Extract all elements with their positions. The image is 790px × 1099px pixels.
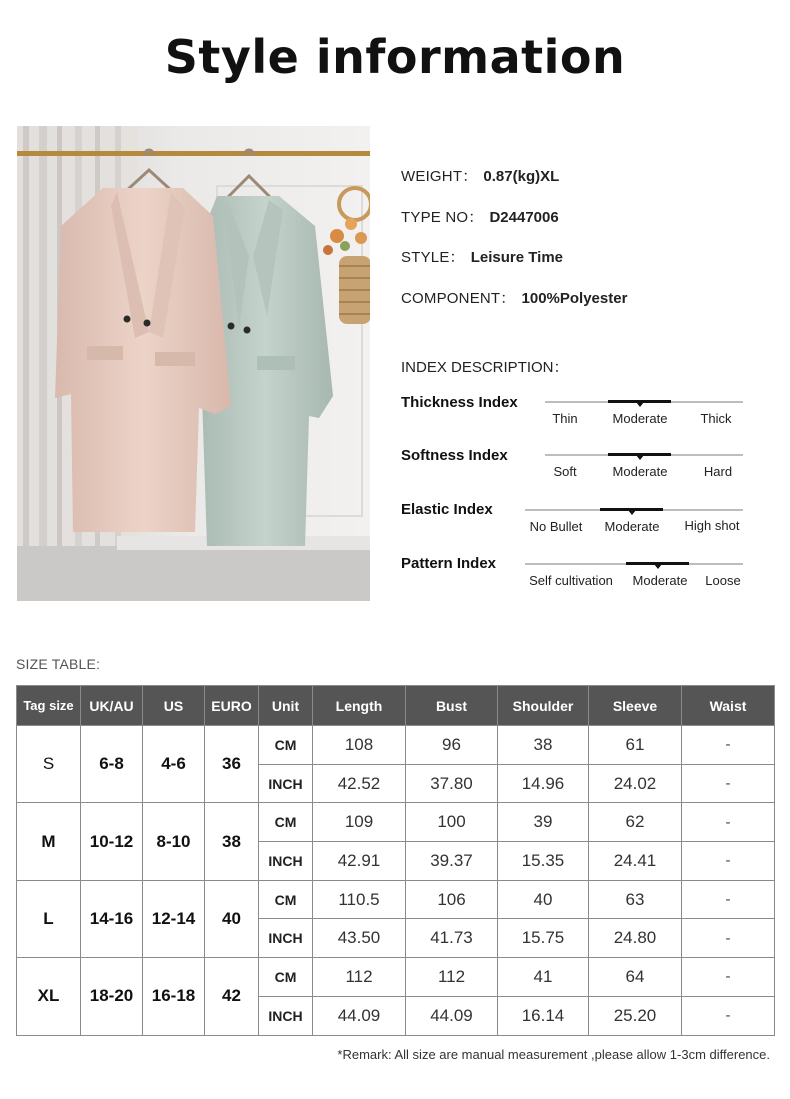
table-row [17,803,775,842]
sleeve-cell: 24.80 [589,919,682,958]
size-table [16,685,775,1036]
spec-value: Leisure Time [470,249,563,266]
index-label-mid: Moderate [632,573,688,588]
length-cell: 43.50 [313,919,406,958]
bust-cell: 41.73 [406,919,498,958]
spec-key: COMPONENT： [401,290,516,307]
tag-size-cell: L [17,880,81,957]
waist-cell: - [682,726,775,765]
waist-cell: - [682,880,775,919]
index-thickness [401,394,746,438]
bust-cell: 96 [406,726,498,765]
column-header: UK/AU [81,686,143,726]
length-cell: 42.52 [313,764,406,803]
index-label-high: Loose [705,573,741,588]
product-photo [17,126,370,601]
index-softness [401,447,746,491]
index-selected-marker [600,508,663,511]
index-selected-marker [608,400,671,403]
bust-cell: 106 [406,880,498,919]
index-name: Thickness Index [401,394,518,411]
index-elastic [401,501,746,545]
index-label-low: Soft [553,464,577,479]
waist-cell: - [682,764,775,803]
column-header: Length [313,686,406,726]
shoulder-cell: 39 [498,803,589,842]
tag-size-cell: M [17,803,81,880]
sleeve-cell: 62 [589,803,682,842]
index-name: Softness Index [401,447,508,464]
length-cell: 108 [313,726,406,765]
index-label-high: Thick [700,411,732,426]
spec-key: WEIGHT： [401,168,478,185]
index-label-high: High shot [684,518,740,533]
length-cell: 109 [313,803,406,842]
ukau-cell: 10-12 [81,803,143,880]
index-label-mid: Moderate [612,411,668,426]
index-pattern [401,555,746,599]
index-label-low: Thin [552,411,578,426]
tag-size-cell: S [17,726,81,803]
index-description-heading: INDEX DESCRIPTION： [401,359,569,376]
column-header: Unit [259,686,313,726]
column-header: Bust [406,686,498,726]
table-row [17,958,775,997]
euro-cell: 40 [205,880,259,957]
unit-cell: INCH [259,764,313,803]
table-header-row [17,686,775,726]
sleeve-cell: 63 [589,880,682,919]
sleeve-cell: 24.02 [589,764,682,803]
unit-cell: INCH [259,996,313,1035]
spec-weight [401,165,559,186]
column-header: EURO [205,686,259,726]
spec-value: 100%Polyester [521,290,628,307]
bust-cell: 39.37 [406,842,498,881]
length-cell: 112 [313,958,406,997]
waist-cell: - [682,958,775,997]
index-selected-marker [608,453,671,456]
bust-cell: 112 [406,958,498,997]
bust-cell: 44.09 [406,996,498,1035]
index-label-low: No Bullet [529,519,583,534]
shoulder-cell: 41 [498,958,589,997]
us-cell: 12-14 [143,880,205,957]
sleeve-cell: 24.41 [589,842,682,881]
sleeve-cell: 25.20 [589,996,682,1035]
column-header: Shoulder [498,686,589,726]
unit-cell: CM [259,880,313,919]
spec-type-no [401,206,559,227]
waist-cell: - [682,919,775,958]
spec-value: D2447006 [489,209,559,226]
size-table-heading: SIZE TABLE: [16,656,101,672]
shoulder-cell: 40 [498,880,589,919]
unit-cell: CM [259,726,313,765]
index-label-high: Hard [703,464,733,479]
remark-note: *Remark: All size are manual measurement ,please allow 1-3cm difference. [337,1047,770,1062]
length-cell: 110.5 [313,880,406,919]
page-title: Style information [164,30,626,84]
spec-value: 0.87(kg)XL [483,168,560,185]
ukau-cell: 14-16 [81,880,143,957]
tag-size-cell: XL [17,958,81,1035]
spec-key: TYPE NO： [401,209,484,226]
table-row [17,880,775,919]
length-cell: 42.91 [313,842,406,881]
spec-component [401,287,627,308]
us-cell: 4-6 [143,726,205,803]
spec-style [401,246,563,267]
index-label-mid: Moderate [604,519,660,534]
table-row [17,726,775,765]
unit-cell: CM [259,958,313,997]
bust-cell: 37.80 [406,764,498,803]
index-name: Pattern Index [401,555,497,572]
euro-cell: 36 [205,726,259,803]
ukau-cell: 18-20 [81,958,143,1035]
index-label-low: Self cultivation [529,573,613,588]
column-header: Tag size [17,686,81,726]
column-header: Waist [682,686,775,726]
index-selected-marker [626,562,689,565]
euro-cell: 38 [205,803,259,880]
coats-illustration [17,126,370,601]
index-label-mid: Moderate [612,464,668,479]
waist-cell: - [682,803,775,842]
euro-cell: 42 [205,958,259,1035]
index-name: Elastic Index [401,501,493,518]
ukau-cell: 6-8 [81,726,143,803]
shoulder-cell: 15.75 [498,919,589,958]
shoulder-cell: 14.96 [498,764,589,803]
unit-cell: CM [259,803,313,842]
us-cell: 16-18 [143,958,205,1035]
unit-cell: INCH [259,919,313,958]
length-cell: 44.09 [313,996,406,1035]
shoulder-cell: 16.14 [498,996,589,1035]
sleeve-cell: 61 [589,726,682,765]
sleeve-cell: 64 [589,958,682,997]
shoulder-cell: 15.35 [498,842,589,881]
shoulder-cell: 38 [498,726,589,765]
bust-cell: 100 [406,803,498,842]
unit-cell: INCH [259,842,313,881]
waist-cell: - [682,842,775,881]
waist-cell: - [682,996,775,1035]
column-header: Sleeve [589,686,682,726]
us-cell: 8-10 [143,803,205,880]
column-header: US [143,686,205,726]
spec-key: STYLE： [401,249,465,266]
